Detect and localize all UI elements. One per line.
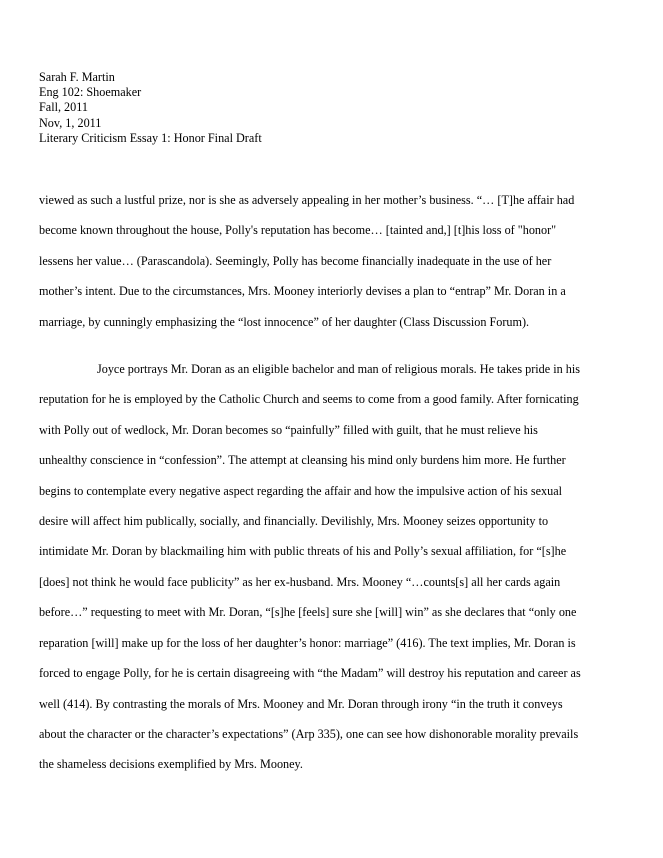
- text-line: desire will affect him publically, socially, and financially. Devilishly, Mrs. Mooney seizes opportunity to: [39, 514, 549, 529]
- text-line: the shameless decisions exemplified by Mrs. Mooney.: [39, 757, 303, 772]
- text-line: with Polly out of wedlock, Mr. Doran becomes so “painfully” filled with guilt, that he must relieve his: [39, 422, 538, 437]
- text-line: become known throughout the house, Polly's reputation has become… [tainted and,] [t]his loss of "honor": [39, 223, 557, 238]
- text-line: forced to engage Polly, for he is certain disagreeing with “the Madam” will destroy his reputation and career as: [39, 666, 581, 681]
- author-name: Sarah F. Martin: [39, 70, 115, 84]
- essay-header: [39, 70, 262, 146]
- text-line: reputation for he is employed by the Catholic Church and seems to come from a good family. After fornicating: [39, 392, 579, 407]
- text-line: Joyce portrays Mr. Doran as an eligible bachelor and man of religious morals. He takes pride in his: [97, 362, 580, 377]
- text-line-first: [39, 354, 625, 384]
- essay-date: Nov, 1, 2011: [39, 115, 102, 130]
- paragraph-1: [39, 185, 625, 337]
- text-line: marriage, by cunningly emphasizing the “lost innocence” of her daughter (Class Discussion Forum).: [39, 314, 530, 329]
- paragraph-2: [39, 354, 625, 780]
- essay-body: [39, 185, 625, 780]
- text-line: reparation [will] make up for the loss of her daughter’s honor: marriage” (416). The text implies, Mr. Doran is: [39, 635, 576, 650]
- text-line: viewed as such a lustful prize, nor is she as adversely appealing in her mother’s business. “… [T]he affair had: [39, 193, 575, 207]
- text-line: [does] not think he would face publicity” as her ex-husband. Mrs. Mooney “…counts[s] all her cards again: [39, 574, 561, 589]
- text-line: mother’s intent. Due to the circumstances, Mrs. Mooney interiorly devises a plan to “entrap” Mr. Doran in a: [39, 284, 566, 299]
- text-line: lessens her value… (Parascandola). Seemingly, Polly has become financially inadequate in the use of her: [39, 253, 552, 268]
- text-line: well (414). By contrasting the morals of Mrs. Mooney and Mr. Doran through irony “in the truth it conveys: [39, 696, 563, 711]
- text-line: before…” requesting to meet with Mr. Doran, “[s]he [feels] sure she [will] win” as she declares that “only one: [39, 605, 577, 620]
- text-line: intimidate Mr. Doran by blackmailing him with public threats of his and Polly’s sexual affiliation, for “[s]he: [39, 544, 567, 559]
- essay-title: Literary Criticism Essay 1: Honor Final Draft: [39, 130, 262, 145]
- course-name: Eng 102: Shoemaker: [39, 85, 142, 100]
- text-line: begins to contemplate every negative aspect regarding the affair and how the impulsive action of his sexual: [39, 483, 562, 498]
- text-line: about the character or the character’s expectations” (Arp 335), one can see how dishonorable morality prevails: [39, 726, 579, 741]
- text-line: unhealthy conscience in “confession”. The attempt at cleansing his mind only burdens him more. He further: [39, 453, 566, 468]
- term: Fall, 2011: [39, 100, 88, 115]
